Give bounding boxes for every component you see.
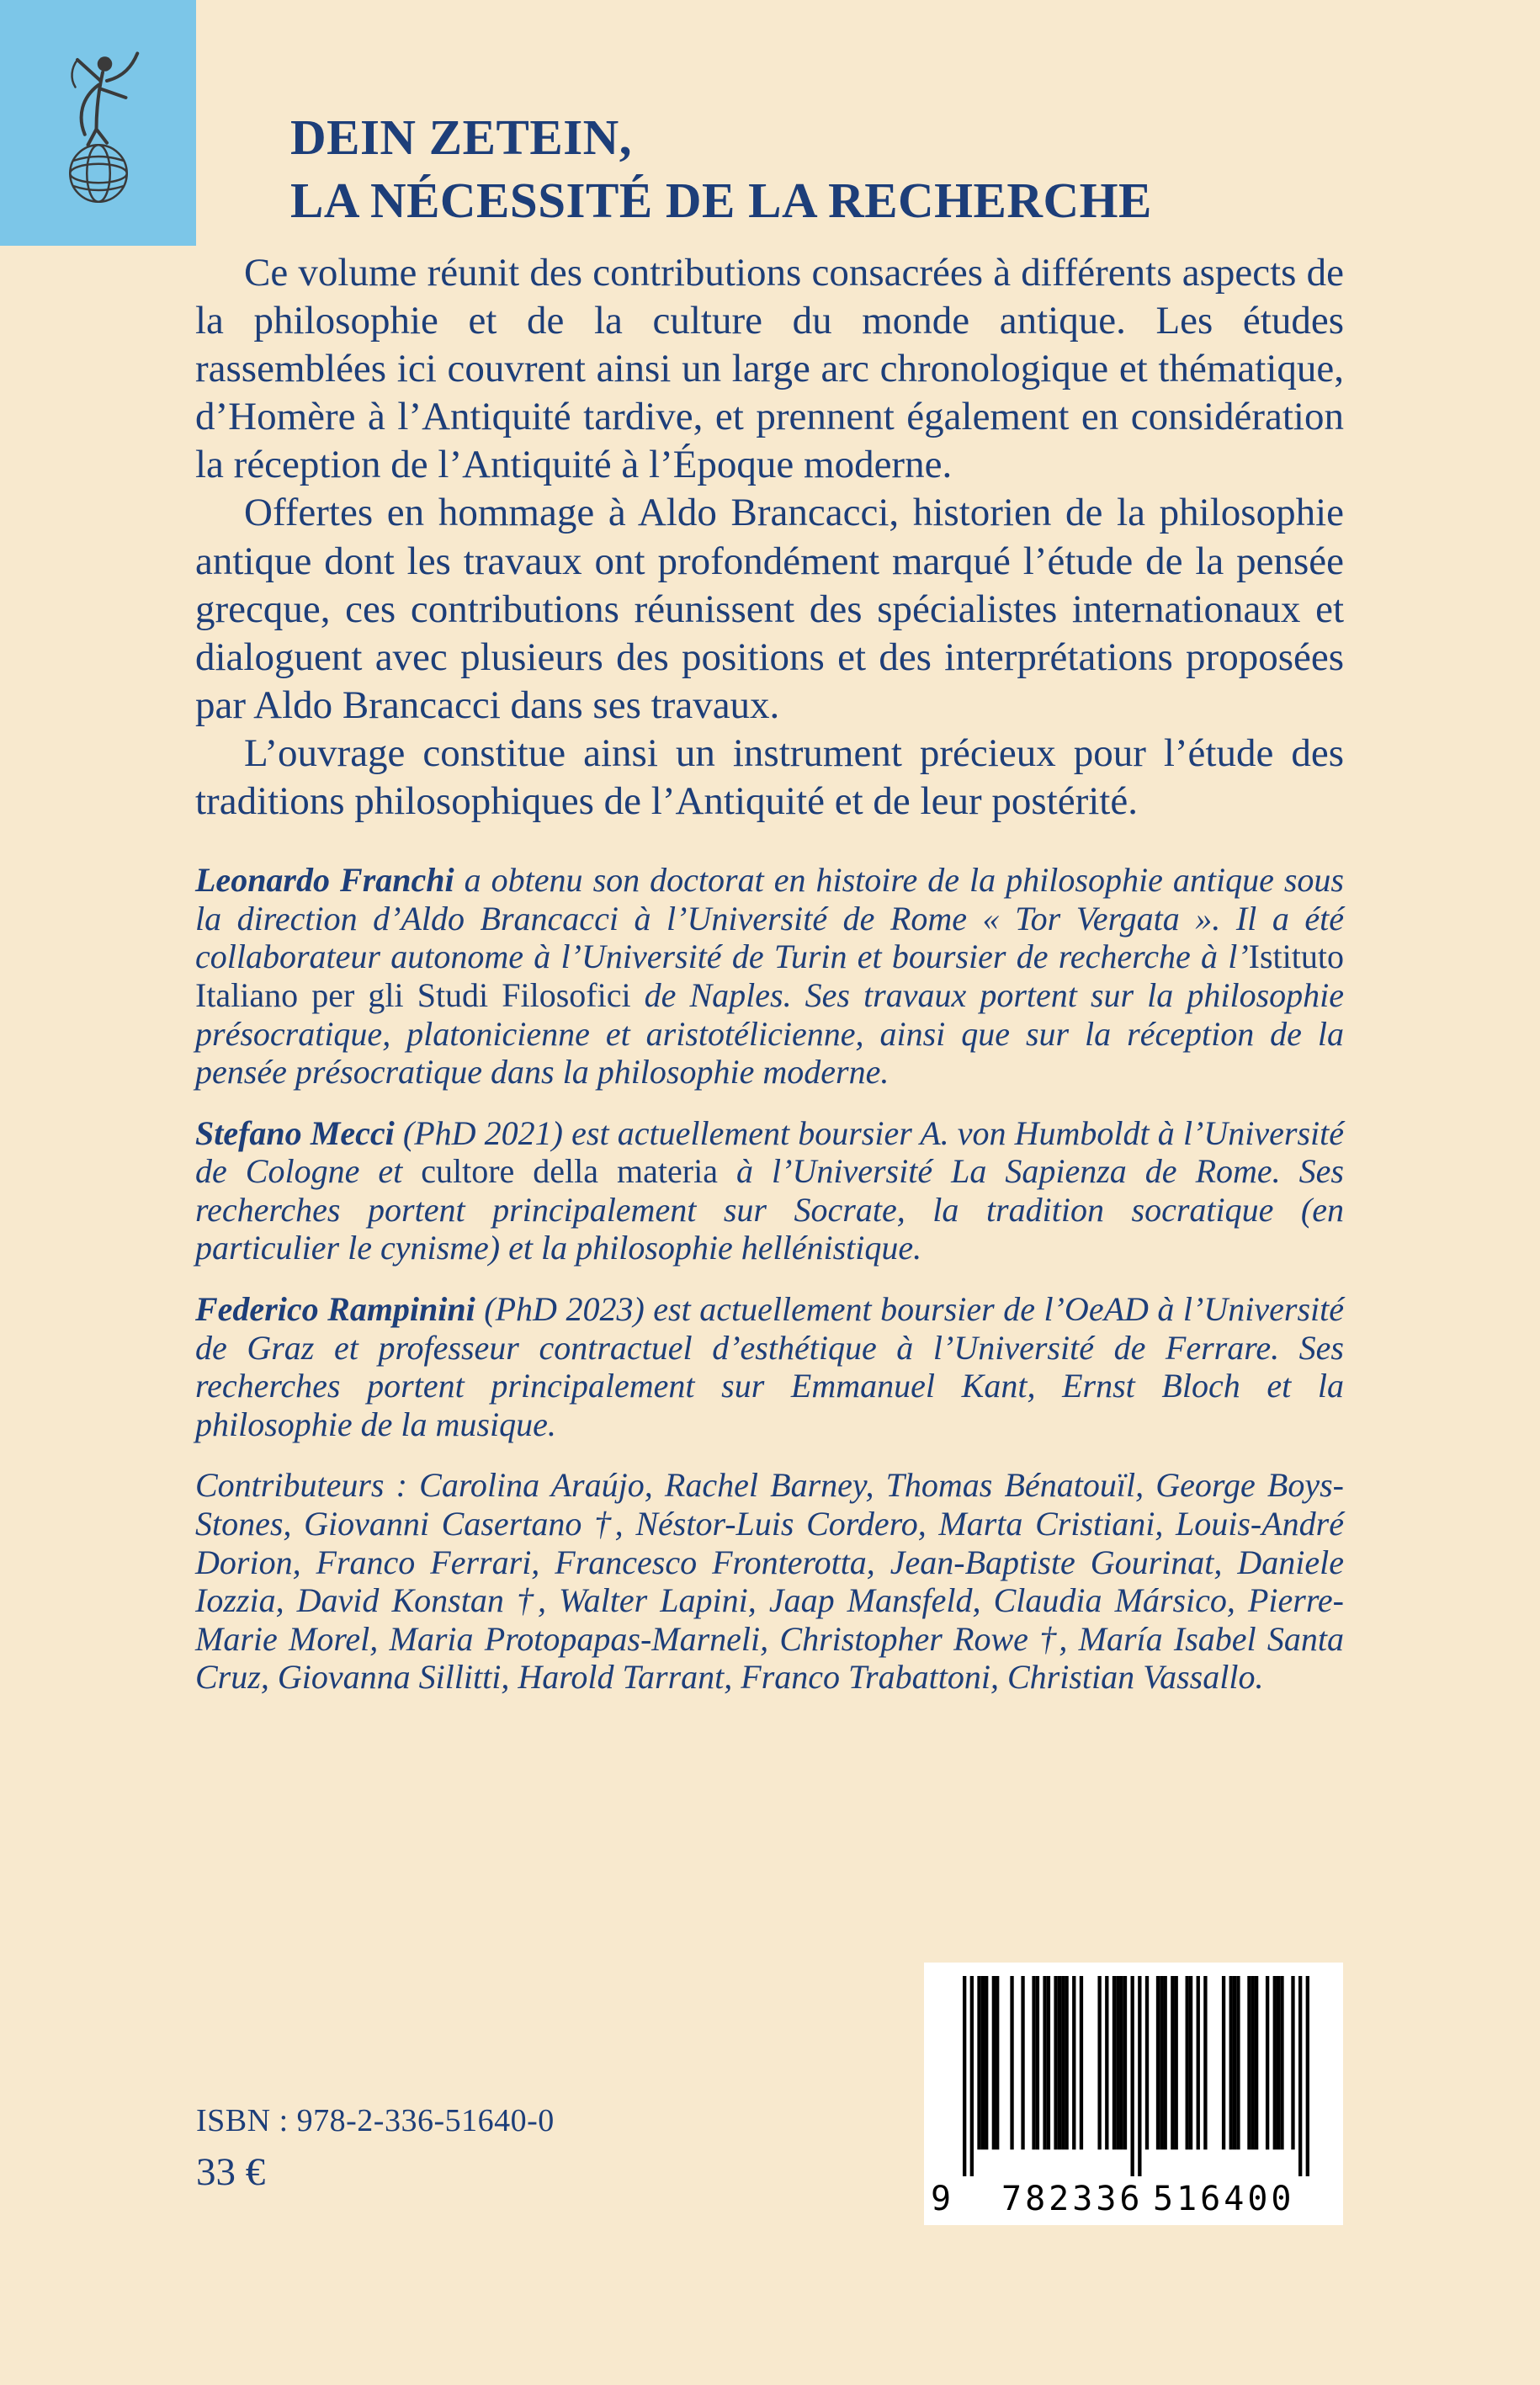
book-title-line1: DEIN ZETEIN,: [290, 109, 633, 165]
bio-segment: de Naples. Ses travaux portent sur la philosophie présocratique, platonicienne et aristotélicienne, ainsi que sur la réception de la pensée présocratique dans la philosophie moderne.: [195, 975, 1344, 1092]
publisher-logo-icon: [35, 33, 162, 213]
book-title: [290, 106, 1359, 233]
barcode: [924, 1963, 1343, 2225]
publisher-logo-block: [0, 0, 196, 246]
bio-segment: cultore della materia: [421, 1152, 718, 1191]
bio-segment: a obtenu son doctorat en histoire de la philosophie antique sous la direction d’Aldo Brancacci à l’Université de Rome « Tor Vergata ». Il a été collaborateur autonome à l’Université de Turin et boursier de recherche à l’: [195, 861, 1344, 976]
contributors-paragraph: Contributeurs : Carolina Araújo, Rachel Barney, Thomas Bénatouïl, George Boys-Stones, Giovanni Casertano †, Néstor-Luis Cordero, Marta Cristiani, Louis-André Dorion, Franco Ferrari, Francesco Fronterotta, Jean-Baptiste Gourinat, Daniele Iozzia, David Konstan †, Walter Lapini, Jaap Mansfeld, Claudia Mársico, Pierre-Marie Morel, Maria Protopapas-Marneli, Christopher Rowe †, María Isabel Santa Cruz, Giovanna Sillitti, Harold Tarrant, Franco Trabattoni, Christian Vassallo.: [195, 1466, 1344, 1697]
synopsis-paragraph-1: Ce volume réunit des contributions consacrées à différents aspects de la philosophie et de la culture du monde antique. Les études rassemblées ici couvrent ainsi un large arc chronologique et thématique, d’Homère à l’Antiquité tardive, et prennent également en considération la réception de l’Antiquité à l’Époque moderne.: [195, 251, 1344, 487]
bio-segment: Stefano Mecci: [195, 1113, 403, 1152]
bio-segment: à l’Université La Sapienza de Rome. Ses recherches portent principalement sur Socrate, la tradition socratique (en particulier le cynisme) et la philosophie hellénistique.: [195, 1152, 1344, 1267]
author-bio-franchi: [195, 861, 1344, 1092]
isbn-text: ISBN : 978-2-336-51640-0: [196, 2103, 555, 2138]
price-text: 33 €: [196, 2150, 266, 2194]
synopsis-paragraph-2: Offertes en hommage à Aldo Brancacci, historien de la philosophie antique dont les travaux ont profondément marqué l’étude de la pensée grecque, ces contributions réunissent des spécialistes internationaux et dialoguent avec plusieurs des positions et des interprétations proposées par Aldo Brancacci dans ses travaux.: [195, 491, 1344, 727]
back-cover-text: [195, 249, 1344, 1697]
barcode-digit-group-1: 9: [931, 2180, 955, 2218]
bio-segment: Istituto Italiano per gli Studi Filosofici: [195, 938, 1344, 1014]
bio-segment: (PhD 2021) est actuellement boursier A. von Humboldt à l’Université de Cologne et: [195, 1113, 1344, 1191]
barcode-digit-group-3: 516400: [1153, 2180, 1295, 2218]
book-title-line2: LA NÉCESSITÉ DE LA RECHERCHE: [290, 173, 1152, 229]
author-bios: [195, 861, 1344, 1697]
author-bio-mecci: [195, 1114, 1344, 1267]
bio-segment: Federico Rampinini: [195, 1290, 485, 1329]
bio-segment: (PhD 2023) est actuellement boursier de l’OeAD à l’Université de Graz et professeur contractuel d’esthétique à l’Université de Ferrare. Ses recherches portent principalement sur Emmanuel Kant, Ernst Bloch et la philosophie de la musique.: [195, 1290, 1344, 1443]
author-bio-rampinini: [195, 1290, 1344, 1443]
barcode-bars: [963, 1976, 1309, 2176]
bio-segment: Leonardo Franchi: [195, 861, 465, 900]
synopsis-paragraph-3: L’ouvrage constitue ainsi un instrument précieux pour l’étude des traditions philosophiques de l’Antiquité et de leur postérité.: [195, 730, 1344, 824]
barcode-digit-group-2: 782336: [1001, 2180, 1144, 2218]
